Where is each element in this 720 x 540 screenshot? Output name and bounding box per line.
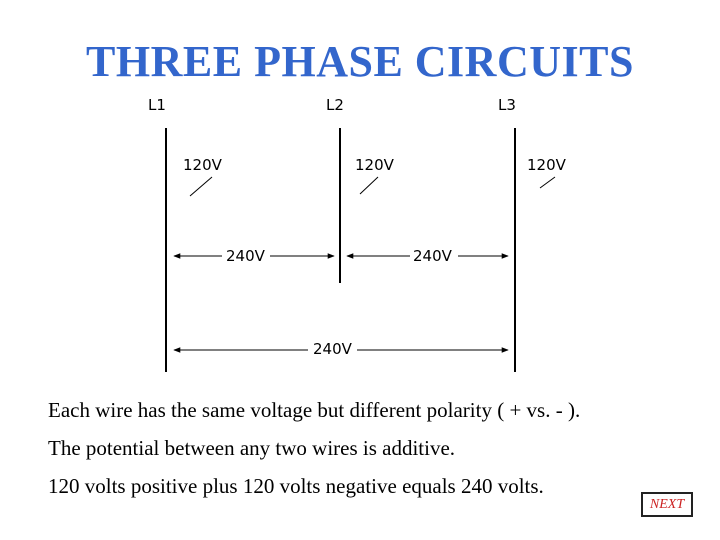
text-line-2: The potential between any two wires is additive. <box>48 436 456 460</box>
page-title: THREE PHASE CIRCUITS <box>86 37 634 86</box>
voltage-label-l1: 120V <box>183 156 222 174</box>
text-line-1: Each wire has the same voltage but different polarity ( + vs. - ). <box>48 398 581 422</box>
explanation-text <box>48 398 580 512</box>
text-line-3: 120 volts positive plus 120 volts negative equals 240 volts. <box>48 474 544 498</box>
span-label-l1-l3: 240V <box>313 340 352 358</box>
line-label-l2: L2 <box>326 96 344 114</box>
span-label-l1-l2: 240V <box>226 247 265 265</box>
pointer-l3 <box>540 177 555 188</box>
span-label-l2-l3: 240V <box>413 247 452 265</box>
next-button[interactable]: NEXT <box>641 492 693 517</box>
line-label-l1: L1 <box>148 96 166 114</box>
voltage-label-l3: 120V <box>527 156 566 174</box>
pointer-l1 <box>190 177 212 196</box>
pointer-l2 <box>360 177 378 194</box>
voltage-label-l2: 120V <box>355 156 394 174</box>
line-label-l3: L3 <box>498 96 516 114</box>
